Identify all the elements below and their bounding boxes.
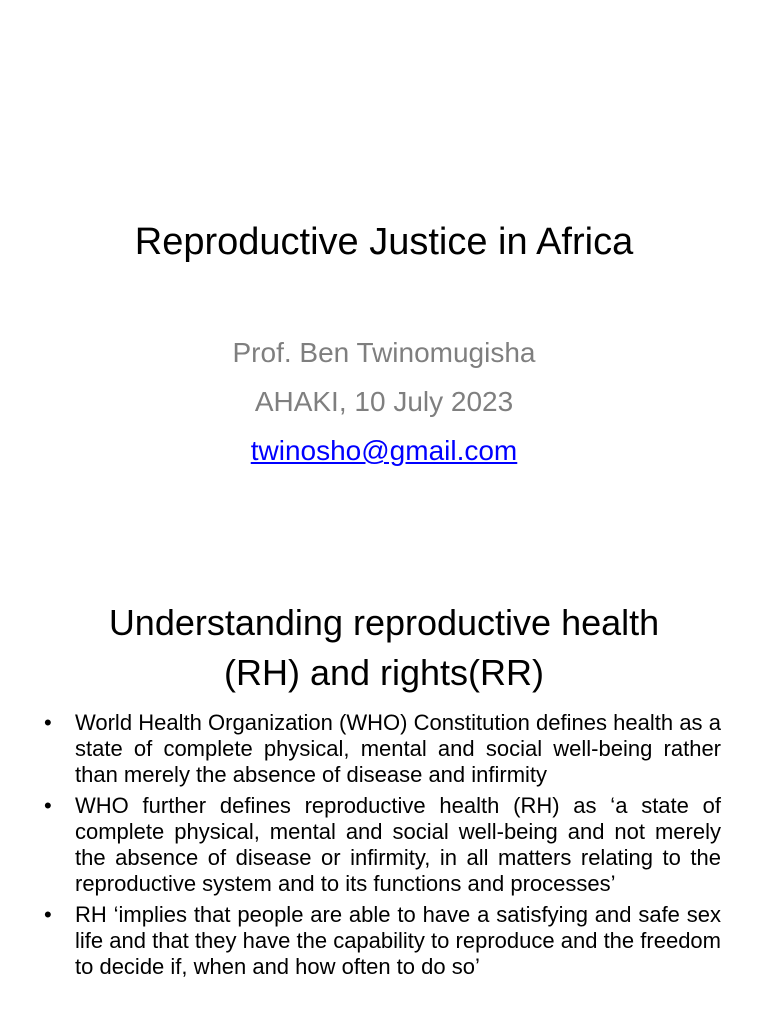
- bullet-list: [40, 710, 721, 985]
- list-item: [40, 793, 721, 897]
- slide-title-line-1: Understanding reproductive health: [108, 602, 660, 643]
- bullet-text: WHO further defines reproductive health (RH) as ‘a state of complete physical, mental and social well-being and not merely the absence of disease or infirmity, in all matters relating to the reproductive system and to its functions and processes’: [75, 793, 721, 896]
- bullet-icon: •: [44, 710, 52, 735]
- event-date: AHAKI, 10 July 2023: [254, 386, 514, 417]
- email-link[interactable]: twinosho@gmail.com: [250, 435, 518, 466]
- slide-title-line-2: (RH) and rights(RR): [223, 652, 545, 693]
- subtitle-block: [0, 330, 768, 477]
- slide-title: [40, 598, 728, 698]
- bullet-text: RH ‘implies that people are able to have a satisfying and safe sex life and that they have the capability to reproduce and the freedom to decide if, when and how often to do so’: [75, 902, 721, 979]
- list-item: [40, 902, 721, 980]
- bullet-text: World Health Organization (WHO) Constitution defines health as a state of complete physical, mental and social well-being rather than merely the absence of disease and infirmity: [75, 710, 721, 787]
- bullet-icon: •: [44, 902, 52, 927]
- list-item: [40, 710, 721, 788]
- content-slide: [0, 576, 768, 1024]
- email-line: [0, 428, 768, 477]
- author-name: Prof. Ben Twinomugisha: [232, 337, 536, 368]
- presentation-title: Reproductive Justice in Africa: [134, 221, 634, 263]
- bullet-icon: •: [44, 793, 52, 818]
